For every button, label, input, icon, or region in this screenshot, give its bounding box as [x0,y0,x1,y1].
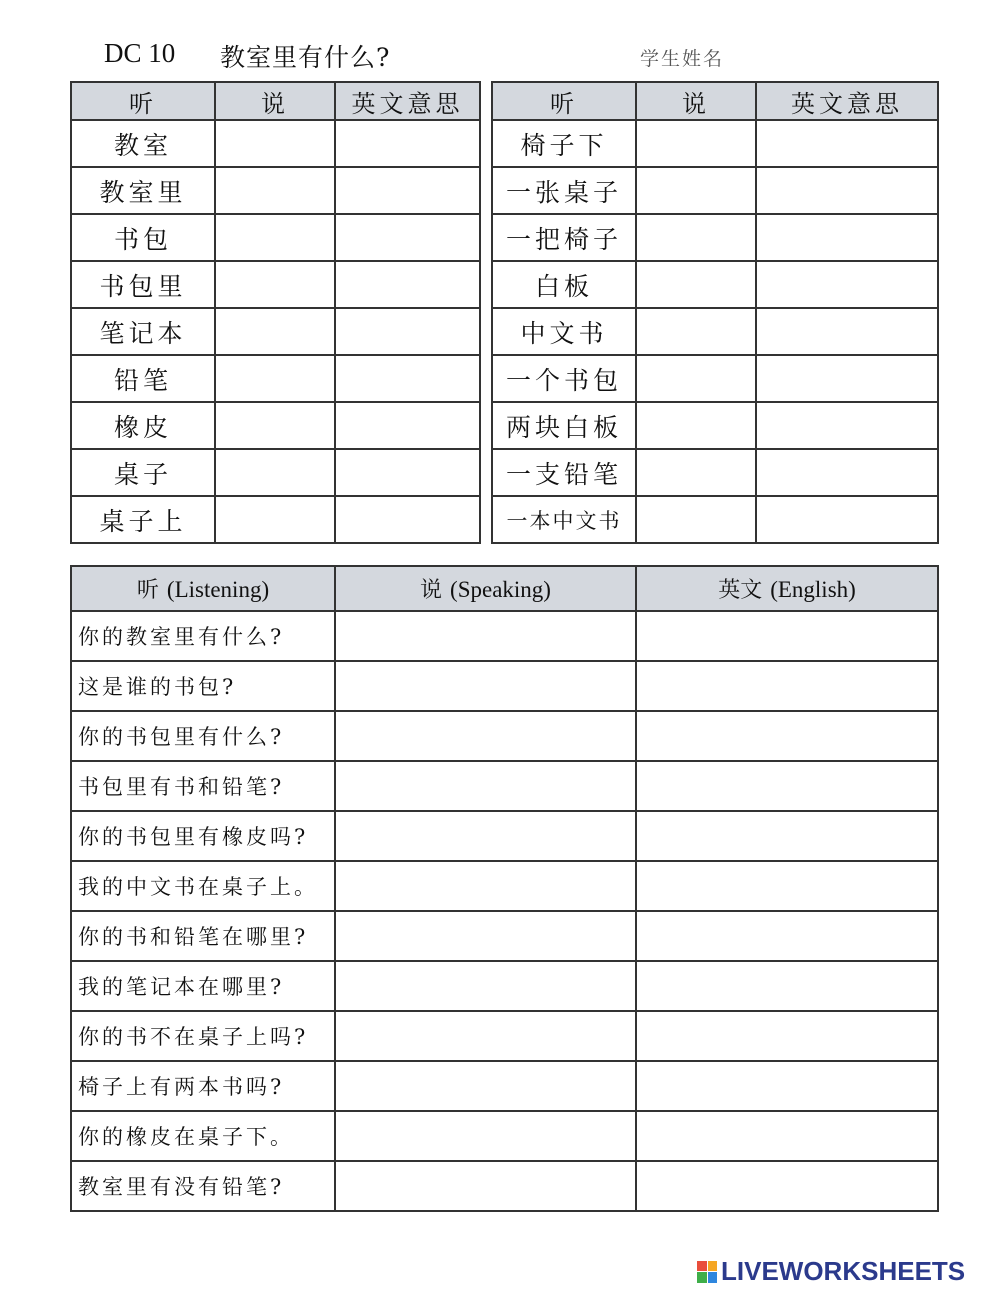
sentence-text: 这是谁的书包? [71,661,335,711]
sentence-text: 书包里有书和铅笔? [71,761,335,811]
english-en-label: (English) [770,577,856,602]
logo-square-icon [697,1261,707,1272]
vocab-word: 教室 [71,120,215,167]
vocab-header-row [492,82,938,120]
english-cn-label: 英文 [718,578,763,603]
liveworksheets-logo [697,1256,965,1287]
vocab-word: 书包 [71,214,215,261]
col-listen-header: 听 [492,82,636,120]
english-answer-cell[interactable] [636,861,938,911]
speak-cell[interactable] [636,261,756,308]
sentence-text: 你的教室里有什么? [71,611,335,661]
table-row [71,167,480,214]
col-speak-header: 说 [636,82,756,120]
worksheet-title: 教室里有什么? [220,43,391,72]
speak-cell[interactable] [215,402,335,449]
speak-cell[interactable] [335,861,636,911]
english-answer-cell[interactable] [636,761,938,811]
sentence-table [70,565,939,1212]
english-answer-cell[interactable] [335,214,480,261]
speak-cell[interactable] [335,611,636,661]
vocab-word: 橡皮 [71,402,215,449]
speak-cell[interactable] [335,661,636,711]
english-answer-cell[interactable] [636,1161,938,1211]
table-row [71,402,480,449]
table-row [71,911,938,961]
sentence-text: 你的书包里有橡皮吗? [71,811,335,861]
sentence-text: 我的中文书在桌子上。 [71,861,335,911]
sentence-text: 你的书不在桌子上吗? [71,1011,335,1061]
listening-cn-label: 听 [136,578,159,603]
english-answer-cell[interactable] [636,1011,938,1061]
col-listen-header: 听 [71,82,215,120]
speak-cell[interactable] [636,167,756,214]
speak-cell[interactable] [215,167,335,214]
english-answer-cell[interactable] [335,355,480,402]
table-row [492,308,938,355]
vocab-word: 白板 [492,261,636,308]
vocab-word: 一张桌子 [492,167,636,214]
speak-cell[interactable] [335,711,636,761]
sentence-text: 你的书包里有什么? [71,711,335,761]
speak-cell[interactable] [335,961,636,1011]
english-answer-cell[interactable] [636,911,938,961]
table-row [71,449,480,496]
english-answer-cell[interactable] [335,167,480,214]
vocab-word: 桌子上 [71,496,215,543]
logo-square-icon [697,1272,707,1283]
speak-cell[interactable] [215,214,335,261]
speak-cell[interactable] [215,120,335,167]
speaking-en-label: (Speaking) [450,577,551,602]
vocab-word: 教室里 [71,167,215,214]
english-answer-cell[interactable] [636,1061,938,1111]
student-name-label: 学生姓名 [640,48,725,70]
speak-cell[interactable] [215,355,335,402]
col-english-header [636,566,938,611]
col-english-meaning-header: 英文意思 [335,82,480,120]
table-row [71,308,480,355]
english-answer-cell[interactable] [756,261,938,308]
speak-cell[interactable] [335,761,636,811]
table-row [71,661,938,711]
english-answer-cell[interactable] [756,120,938,167]
table-row [71,214,480,261]
sentence-text: 你的橡皮在桌子下。 [71,1111,335,1161]
table-row [71,711,938,761]
english-answer-cell[interactable] [335,449,480,496]
table-row [492,402,938,449]
english-answer-cell[interactable] [756,214,938,261]
col-english-meaning-header: 英文意思 [756,82,938,120]
sentence-text: 椅子上有两本书吗? [71,1061,335,1111]
speak-cell[interactable] [335,811,636,861]
speak-cell[interactable] [335,1061,636,1111]
vocab-word: 两块白板 [492,402,636,449]
table-row [71,1011,938,1061]
english-answer-cell[interactable] [335,402,480,449]
logo-square-icon [708,1272,718,1283]
speak-cell[interactable] [636,402,756,449]
logo-square-icon [708,1261,718,1272]
vocab-word: 书包里 [71,261,215,308]
english-answer-cell[interactable] [636,1111,938,1161]
table-row [71,761,938,811]
speak-cell[interactable] [215,261,335,308]
logo-mark-icon [697,1261,717,1283]
speak-cell[interactable] [636,214,756,261]
english-answer-cell[interactable] [756,402,938,449]
english-answer-cell[interactable] [335,261,480,308]
vocab-word: 笔记本 [71,308,215,355]
table-row [71,120,480,167]
vocab-table-left [70,81,481,544]
speak-cell[interactable] [636,496,756,543]
table-row [492,355,938,402]
sentence-text: 你的书和铅笔在哪里? [71,911,335,961]
english-answer-cell[interactable] [756,449,938,496]
sentence-header-row [71,566,938,611]
speak-cell[interactable] [215,449,335,496]
vocab-table-right [491,81,939,544]
english-answer-cell[interactable] [636,961,938,1011]
speak-cell[interactable] [636,120,756,167]
english-answer-cell[interactable] [756,496,938,543]
english-answer-cell[interactable] [335,496,480,543]
english-answer-cell[interactable] [335,308,480,355]
listening-en-label: (Listening) [166,577,270,602]
speaking-cn-label: 说 [420,578,443,603]
table-row [71,261,480,308]
table-row [71,496,480,543]
vocab-word: 一个书包 [492,355,636,402]
speak-cell[interactable] [335,1111,636,1161]
speak-cell[interactable] [636,449,756,496]
english-answer-cell[interactable] [335,120,480,167]
col-listening-header [71,566,335,611]
vocab-header-row [71,82,480,120]
speak-cell[interactable] [335,1011,636,1061]
vocab-word: 一本中文书 [492,496,636,543]
speak-cell[interactable] [215,496,335,543]
speak-cell[interactable] [335,1161,636,1211]
table-row [492,496,938,543]
col-speak-header: 说 [215,82,335,120]
english-answer-cell[interactable] [636,611,938,661]
table-row [71,1161,938,1211]
vocab-word: 椅子下 [492,120,636,167]
table-row [71,355,480,402]
table-row [71,1111,938,1161]
vocab-word: 铅笔 [71,355,215,402]
english-answer-cell[interactable] [636,711,938,761]
speak-cell[interactable] [215,308,335,355]
english-answer-cell[interactable] [756,167,938,214]
table-row [492,449,938,496]
speak-cell[interactable] [636,308,756,355]
table-row [71,961,938,1011]
vocab-word: 一支铅笔 [492,449,636,496]
logo-text: LIVEWORKSHEETS [721,1256,966,1286]
table-row [492,214,938,261]
sentence-text: 教室里有没有铅笔? [71,1161,335,1211]
english-answer-cell[interactable] [756,308,938,355]
english-answer-cell[interactable] [636,661,938,711]
english-answer-cell[interactable] [636,811,938,861]
speak-cell[interactable] [335,911,636,961]
table-row [71,1061,938,1111]
table-row [71,861,938,911]
table-row [492,167,938,214]
table-row [492,261,938,308]
vocab-word: 一把椅子 [492,214,636,261]
table-row [492,120,938,167]
sentence-text: 我的笔记本在哪里? [71,961,335,1011]
vocab-word: 桌子 [71,449,215,496]
speak-cell[interactable] [636,355,756,402]
worksheet-code: DC 10 [104,38,176,68]
vocab-word: 中文书 [492,308,636,355]
table-row [71,811,938,861]
table-row [71,611,938,661]
english-answer-cell[interactable] [756,355,938,402]
col-speaking-header [335,566,636,611]
